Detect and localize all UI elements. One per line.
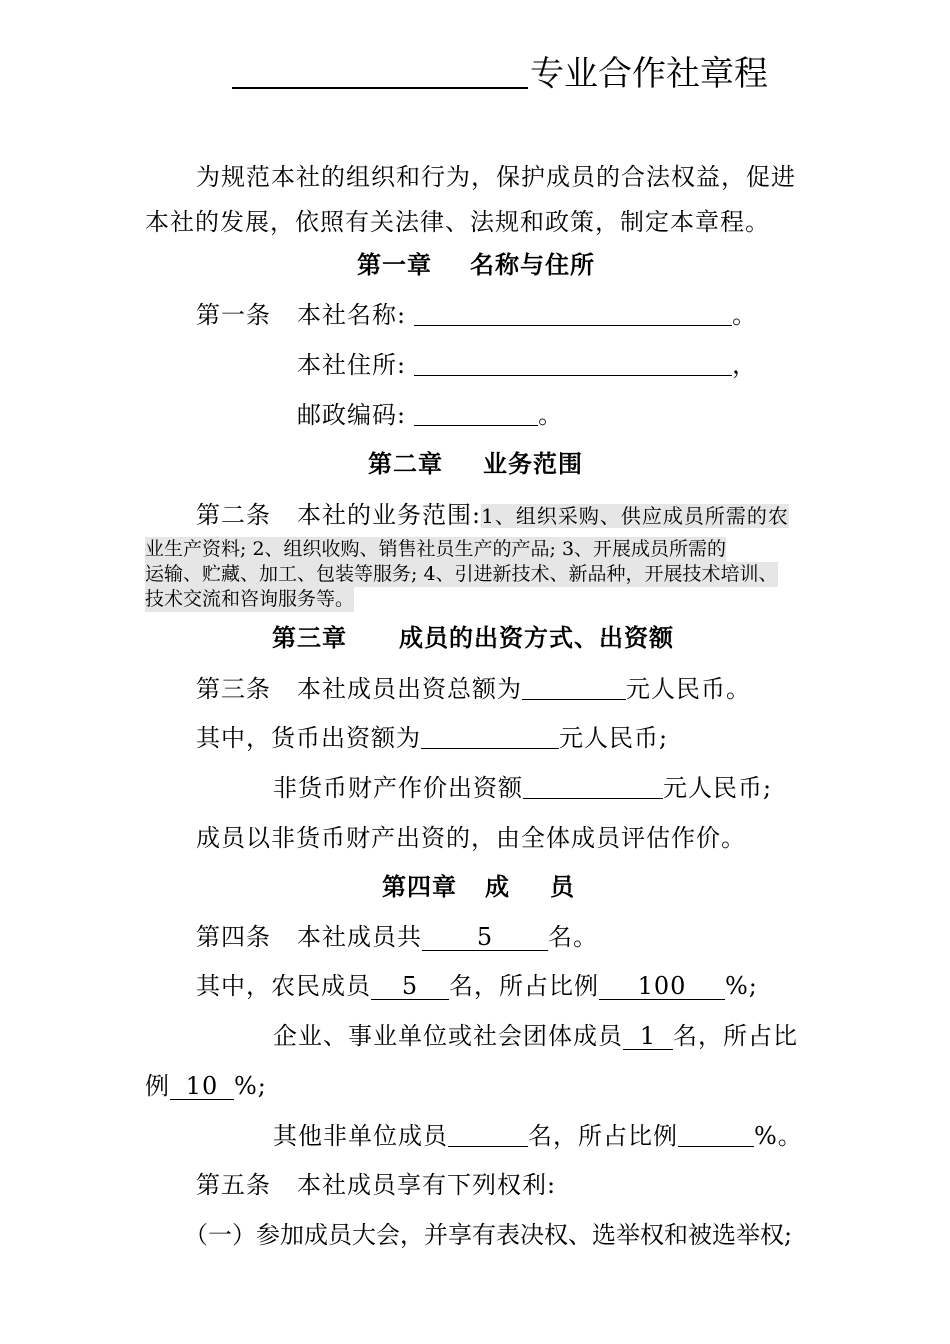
chapter-1-heading	[357, 250, 595, 280]
address-label: 本社住所:	[297, 351, 407, 379]
cooperative-name-blank[interactable]	[232, 55, 528, 89]
chapter-3-name: 成员的出资方式、出资额	[399, 624, 674, 652]
noncash-field[interactable]	[523, 774, 663, 799]
address-row	[297, 350, 757, 380]
article-4-row	[196, 922, 598, 952]
farmers-pct-field[interactable]: 100	[599, 973, 725, 1000]
chapter-2-name: 业务范围	[483, 450, 583, 478]
farmers-label: 其中，农民成员	[196, 972, 371, 1000]
cash-label: 其中，货币出资额为	[196, 724, 421, 752]
address-field[interactable]	[414, 351, 732, 376]
article-2-row	[196, 500, 789, 531]
other-label: 其他非单位成员	[273, 1122, 448, 1150]
org-field[interactable]: 1	[623, 1023, 673, 1050]
postcode-row	[297, 400, 563, 430]
org-pct-unit: %;	[234, 1072, 267, 1100]
chapter-3-number: 第三章	[272, 624, 347, 652]
members-field[interactable]: 5	[422, 924, 548, 951]
org-pct-field[interactable]: 10	[170, 1073, 234, 1100]
noncash-row	[273, 773, 772, 803]
farmers-pct-unit: %;	[725, 972, 758, 1000]
preamble-line-2: 本社的发展，依照有关法律、法规和政策，制定本章程。	[145, 208, 770, 236]
rights-label: 本社成员享有下列权利:	[297, 1171, 557, 1199]
farmers-field[interactable]: 5	[371, 973, 449, 1000]
name-end: 。	[732, 301, 758, 329]
article-1-label: 第一条	[196, 301, 271, 329]
article-5-label: 第五条	[196, 1171, 271, 1199]
chapter-2-number: 第二章	[368, 450, 443, 478]
total-unit: 元人民币。	[626, 675, 751, 703]
other-row	[273, 1121, 803, 1151]
chapter-2-heading	[368, 449, 583, 479]
cash-field[interactable]	[421, 724, 559, 749]
org-label: 企业、事业单位或社会团体成员	[273, 1022, 623, 1050]
name-field[interactable]	[414, 301, 732, 326]
valuation-note: 成员以非货币财产出资的，由全体成员评估作价。	[196, 824, 746, 852]
article-3-label: 第三条	[196, 675, 271, 703]
preamble-line-1: 为规范本社的组织和行为，保护成员的合法权益，促进	[196, 163, 796, 191]
org-ratio-label: 例	[145, 1072, 170, 1100]
org-ratio-row	[145, 1071, 267, 1101]
total-label: 本社成员出资总额为	[297, 675, 522, 703]
scope-line-4: 技术交流和咨询服务等。	[145, 588, 355, 610]
scope-line-3: 运输、贮藏、加工、包装等服务; 4、引进新技术、新品种，开展技术培训、	[145, 563, 778, 585]
other-field[interactable]	[448, 1122, 528, 1147]
right-1: （一）参加成员大会，并享有表决权、选举权和被选举权;	[184, 1221, 793, 1249]
chapter-1-name: 名称与住所	[470, 251, 595, 279]
address-end: ，	[732, 351, 758, 379]
article-1-name-row	[196, 300, 757, 330]
other-pct-field[interactable]	[678, 1122, 754, 1147]
noncash-label: 非货币财产作价出资额	[273, 774, 523, 802]
scope-label: 本社的业务范围:	[297, 501, 482, 529]
total-field[interactable]	[522, 675, 626, 700]
article-2-label: 第二条	[196, 501, 271, 529]
scope-line-1: 1、组织采购、供应成员所需的农	[481, 504, 789, 528]
scope-line-2: 业生产资料; 2、组织收购、销售社员生产的产品; 3、开展成员所需的	[145, 538, 727, 560]
article-5-row	[196, 1170, 556, 1200]
farmers-mid: 名，所占比例	[449, 972, 599, 1000]
members-unit: 名。	[548, 923, 598, 951]
chapter-4-name-a: 成	[485, 873, 510, 901]
postcode-end: 。	[538, 401, 564, 429]
chapter-4-name-b: 员	[550, 873, 575, 901]
name-label: 本社名称:	[297, 301, 407, 329]
farmers-row	[196, 971, 758, 1001]
postcode-field[interactable]	[414, 401, 538, 426]
other-mid: 名，所占比例	[528, 1122, 678, 1150]
cash-unit: 元人民币;	[559, 724, 669, 752]
chapter-3-heading	[272, 623, 674, 653]
chapter-1-number: 第一章	[357, 251, 432, 279]
other-unit: %。	[754, 1122, 803, 1150]
article-4-label: 第四条	[196, 923, 271, 951]
postcode-label: 邮政编码:	[297, 401, 407, 429]
title-suffix: 专业合作社章程	[530, 54, 768, 94]
org-mid: 名，所占比	[673, 1022, 798, 1050]
chapter-4-number: 第四章	[382, 873, 457, 901]
org-row	[273, 1021, 798, 1051]
members-label: 本社成员共	[297, 923, 422, 951]
cash-row	[196, 723, 668, 753]
article-3-row	[196, 674, 751, 704]
noncash-unit: 元人民币;	[663, 774, 773, 802]
document-title	[232, 52, 768, 96]
chapter-4-heading	[382, 872, 575, 902]
